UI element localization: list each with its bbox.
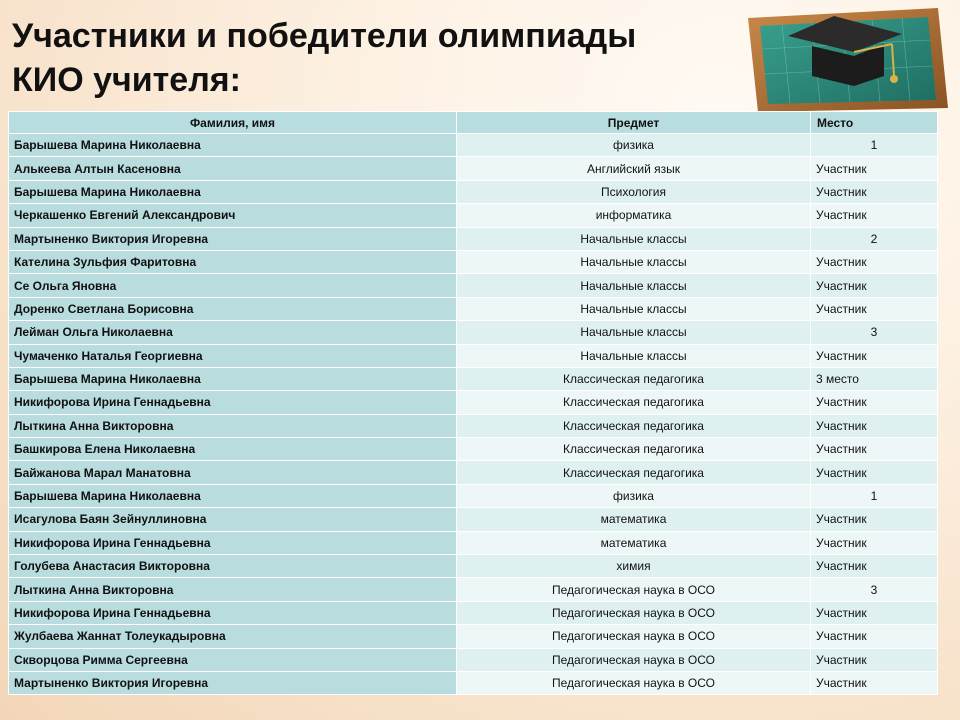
cell-name: Никифорова Ирина Геннадьевна bbox=[9, 601, 457, 624]
table-row bbox=[9, 601, 938, 624]
cell-name: Алькеева Алтын Касеновна bbox=[9, 157, 457, 180]
cell-place: Участник bbox=[811, 671, 938, 694]
header-subject: Предмет bbox=[457, 112, 811, 134]
cell-place: Участник bbox=[811, 250, 938, 273]
header-name: Фамилия, имя bbox=[9, 112, 457, 134]
cell-name: Байжанова Марал Манатовна bbox=[9, 461, 457, 484]
cell-place: Участник bbox=[811, 438, 938, 461]
cell-name: Чумаченко Наталья Георгиевна bbox=[9, 344, 457, 367]
cell-name: Никифорова Ирина Геннадьевна bbox=[9, 391, 457, 414]
cell-place: 1 bbox=[811, 484, 938, 507]
table-row bbox=[9, 391, 938, 414]
cell-name: Мартыненко Виктория Игоревна bbox=[9, 671, 457, 694]
table-row bbox=[9, 414, 938, 437]
cell-place: Участник bbox=[811, 508, 938, 531]
cell-place: Участник bbox=[811, 297, 938, 320]
cell-name: Се Ольга Яновна bbox=[9, 274, 457, 297]
cell-name: Черкашенко Евгений Александрович bbox=[9, 204, 457, 227]
cell-name: Мартыненко Виктория Игоревна bbox=[9, 227, 457, 250]
cell-name: Барышева Марина Николаевна bbox=[9, 180, 457, 203]
table-row bbox=[9, 461, 938, 484]
cell-subject: физика bbox=[457, 134, 811, 157]
table-row bbox=[9, 180, 938, 203]
cell-name: Скворцова Римма Сергеевна bbox=[9, 648, 457, 671]
cell-subject: Классическая педагогика bbox=[457, 367, 811, 390]
header-place: Место bbox=[811, 112, 938, 134]
cell-name: Жулбаева Жаннат Толеукадыровна bbox=[9, 625, 457, 648]
chalkboard-graduation-cap-icon bbox=[742, 4, 952, 112]
page-title bbox=[12, 14, 636, 102]
table-row bbox=[9, 508, 938, 531]
cell-place: 1 bbox=[811, 134, 938, 157]
cell-name: Барышева Марина Николаевна bbox=[9, 134, 457, 157]
cell-subject: Начальные классы bbox=[457, 344, 811, 367]
cell-subject: Начальные классы bbox=[457, 227, 811, 250]
table-row bbox=[9, 555, 938, 578]
cell-place: Участник bbox=[811, 414, 938, 437]
cell-place: 3 bbox=[811, 321, 938, 344]
cell-place: Участник bbox=[811, 204, 938, 227]
table-row bbox=[9, 344, 938, 367]
cell-subject: физика bbox=[457, 484, 811, 507]
cell-place: 3 bbox=[811, 578, 938, 601]
cell-subject: Педагогическая наука в ОСО bbox=[457, 578, 811, 601]
cell-name: Барышева Марина Николаевна bbox=[9, 367, 457, 390]
cell-name: Лыткина Анна Викторовна bbox=[9, 414, 457, 437]
cell-place: 3 место bbox=[811, 367, 938, 390]
table-row bbox=[9, 625, 938, 648]
cell-name: Лыткина Анна Викторовна bbox=[9, 578, 457, 601]
table-row bbox=[9, 274, 938, 297]
cell-place: Участник bbox=[811, 625, 938, 648]
cell-place: Участник bbox=[811, 555, 938, 578]
table-row bbox=[9, 671, 938, 694]
table-row bbox=[9, 297, 938, 320]
cell-subject: Педагогическая наука в ОСО bbox=[457, 671, 811, 694]
table-row bbox=[9, 157, 938, 180]
cell-place: 2 bbox=[811, 227, 938, 250]
cell-subject: Начальные классы bbox=[457, 297, 811, 320]
cell-subject: Начальные классы bbox=[457, 321, 811, 344]
table-row bbox=[9, 531, 938, 554]
cell-name: Кателина Зульфия Фаритовна bbox=[9, 250, 457, 273]
cell-place: Участник bbox=[811, 461, 938, 484]
cell-subject: химия bbox=[457, 555, 811, 578]
cell-subject: Педагогическая наука в ОСО bbox=[457, 648, 811, 671]
cell-name: Башкирова Елена Николаевна bbox=[9, 438, 457, 461]
table-row bbox=[9, 250, 938, 273]
cell-place: Участник bbox=[811, 531, 938, 554]
cell-name: Никифорова Ирина Геннадьевна bbox=[9, 531, 457, 554]
cell-name: Лейман Ольга Николаевна bbox=[9, 321, 457, 344]
table-body bbox=[9, 134, 938, 695]
title-line-2: КИО учителя: bbox=[12, 61, 241, 99]
results-table bbox=[8, 111, 938, 695]
cell-subject: информатика bbox=[457, 204, 811, 227]
table-row bbox=[9, 484, 938, 507]
table-header-row bbox=[9, 112, 938, 134]
cell-place: Участник bbox=[811, 180, 938, 203]
cell-subject: Классическая педагогика bbox=[457, 414, 811, 437]
table-row bbox=[9, 578, 938, 601]
cell-subject: Классическая педагогика bbox=[457, 391, 811, 414]
cell-subject: Начальные классы bbox=[457, 250, 811, 273]
cell-place: Участник bbox=[811, 391, 938, 414]
table-row bbox=[9, 227, 938, 250]
cell-subject: математика bbox=[457, 531, 811, 554]
table-row bbox=[9, 134, 938, 157]
cell-subject: Педагогическая наука в ОСО bbox=[457, 625, 811, 648]
cell-place: Участник bbox=[811, 157, 938, 180]
cell-name: Голубева Анастасия Викторовна bbox=[9, 555, 457, 578]
cell-name: Исагулова Баян Зейнуллиновна bbox=[9, 508, 457, 531]
cell-place: Участник bbox=[811, 601, 938, 624]
cell-subject: Начальные классы bbox=[457, 274, 811, 297]
table-row bbox=[9, 321, 938, 344]
cell-name: Барышева Марина Николаевна bbox=[9, 484, 457, 507]
table-row bbox=[9, 367, 938, 390]
cell-subject: Педагогическая наука в ОСО bbox=[457, 601, 811, 624]
cell-place: Участник bbox=[811, 648, 938, 671]
cell-place: Участник bbox=[811, 274, 938, 297]
cell-subject: Классическая педагогика bbox=[457, 438, 811, 461]
title-line-1: Участники и победители олимпиады bbox=[12, 17, 637, 55]
cell-subject: Психология bbox=[457, 180, 811, 203]
cell-name: Доренко Светлана Борисовна bbox=[9, 297, 457, 320]
cell-subject: математика bbox=[457, 508, 811, 531]
cell-subject: Английский язык bbox=[457, 157, 811, 180]
table-row bbox=[9, 204, 938, 227]
table-row bbox=[9, 438, 938, 461]
table-row bbox=[9, 648, 938, 671]
cell-subject: Классическая педагогика bbox=[457, 461, 811, 484]
cell-place: Участник bbox=[811, 344, 938, 367]
